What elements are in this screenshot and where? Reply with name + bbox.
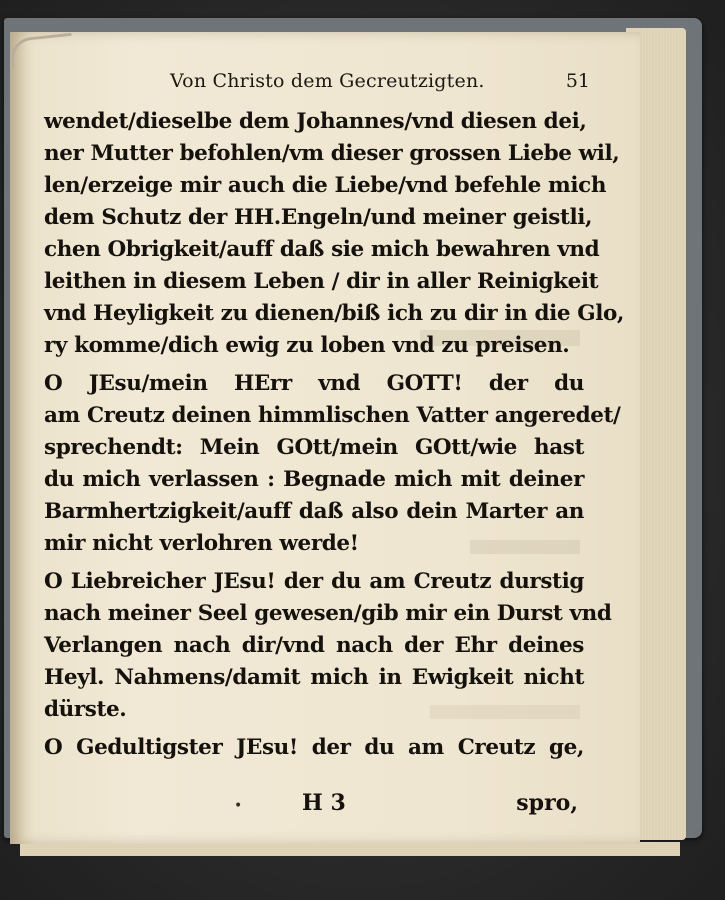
catchword: spro, xyxy=(516,790,578,816)
page-footer xyxy=(44,790,584,824)
text-line: dürste. xyxy=(44,697,127,722)
text-line: chen Obrigkeit/auff daß sie mich bewahren vnd xyxy=(44,237,600,262)
text-line: Heyl. Nahmens/damit mich in Ewigkeit nicht xyxy=(44,665,584,690)
page-edges-bottom xyxy=(20,842,680,856)
bookmark-ribbon xyxy=(9,33,75,68)
paragraph xyxy=(44,368,621,560)
text-line: wendet/dieselbe dem Johannes/vnd diesen dei, xyxy=(44,109,587,134)
ink-dot-icon: • xyxy=(234,798,243,814)
paragraph xyxy=(44,732,584,764)
text-line: mir nicht verlohren werde! xyxy=(44,531,359,556)
body-text xyxy=(44,106,624,770)
text-line: Barmhertzigkeit/auff daß also dein Marter an xyxy=(44,499,584,524)
text-line: leithen in diesem Leben / dir in aller Reinigkeit xyxy=(44,269,599,294)
text-line: sprechendt: Mein GOtt/mein GOtt/wie hast xyxy=(44,435,584,460)
paragraph xyxy=(44,566,612,726)
text-line: O Gedultigster JEsu! der du am Creutz ge, xyxy=(44,735,584,760)
text-line: du mich verlassen : Begnade mich mit deiner xyxy=(44,467,584,492)
text-line: dem Schutz der HH.Engeln/und meiner geistli, xyxy=(44,205,593,230)
text-line: ner Mutter befohlen/vm dieser grossen Liebe wil, xyxy=(44,141,620,166)
page-header xyxy=(170,70,600,98)
text-line: O Liebreicher JEsu! der du am Creutz durstig xyxy=(44,569,584,594)
signature-mark: H 3 xyxy=(302,790,346,816)
text-line: am Creutz deinen himmlischen Vatter angeredet/ xyxy=(44,403,621,428)
text-line: Verlangen nach dir/vnd nach der Ehr deines xyxy=(44,633,584,658)
text-line: ry komme/dich ewig zu loben vnd zu preisen. xyxy=(44,333,570,358)
text-line: nach meiner Seel gewesen/gib mir ein Durst vnd xyxy=(44,601,612,626)
text-line: vnd Heyligkeit zu dienen/biß ich zu dir in die Glo, xyxy=(44,301,624,326)
running-head: Von Christo dem Gecreutzigten. xyxy=(170,70,485,92)
text-line: O JEsu/mein HErr vnd GOTT! der du xyxy=(44,371,584,396)
paragraph xyxy=(44,106,624,362)
page-number: 51 xyxy=(565,70,590,92)
text-line: len/erzeige mir auch die Liebe/vnd befehle mich xyxy=(44,173,607,198)
